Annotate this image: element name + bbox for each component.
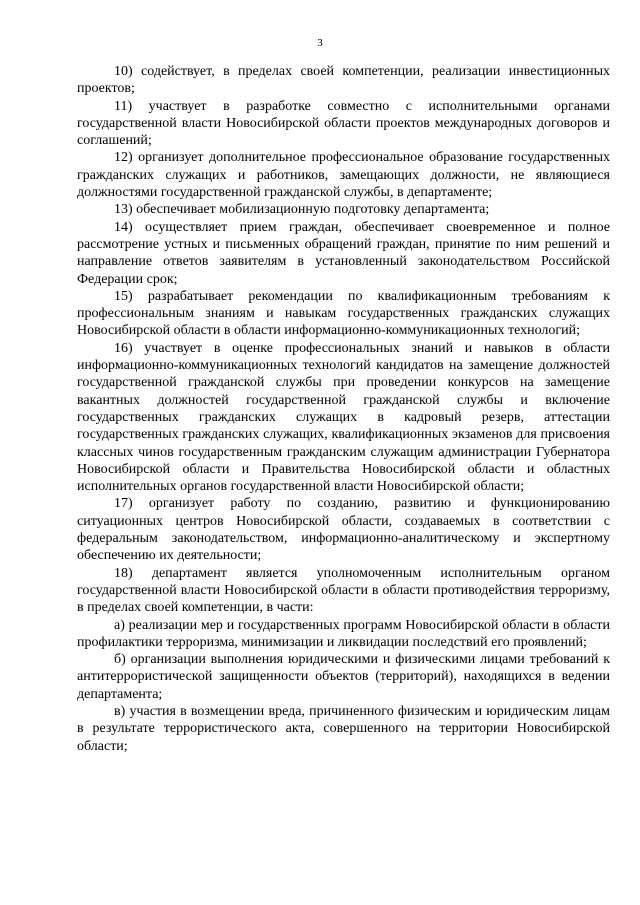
paragraph-item-15: 15) разрабатывает рекомендации по квалификационным требованиям к профессиональным знаниям и навыкам государственных гражданских служащих Новосибирской области в области информационно-коммуникационных технологий; — [77, 288, 610, 339]
paragraph-item-10: 10) содействует, в пределах своей компетенции, реализации инвестиционных проектов; — [77, 64, 610, 97]
paragraph-subitem-a: а) реализации мер и государственных программ Новосибирской области в области профилактики терроризма, минимизации и ликвидации последствий его проявлений; — [77, 617, 610, 650]
paragraph-item-12: 12) организует дополнительное профессиональное образование государственных гражданских служащих и работников, замещающих должности, не являющиеся должностями государственной гражданской службы, в департаменте; — [77, 150, 610, 201]
paragraph-item-18: 18) департамент является уполномоченным исполнительным органом государственной власти Новосибирской области в области противодействия терроризму, в пределах своей компетенции, в части: — [77, 565, 610, 616]
paragraph-item-14: 14) осуществляет прием граждан, обеспечивает своевременное и полное рассмотрение устных и письменных обращений граждан, принятие по ним решений и направление ответов заявителям в установленный законодательством Российской Федерации срок; — [77, 219, 610, 287]
paragraph-item-13: 13) обеспечивает мобилизационную подготовку департамента; — [114, 202, 490, 218]
paragraph-item-16: 16) участвует в оценке профессиональных знаний и навыков в области информационно-коммуникационных технологий кандидатов на замещение должностей государственной гражданской службы при проведении конкурсов на замещение вакантных должностей государственной гражданской службы и включение государственных гражданских служащих в кадровый резерв, аттестации государственных гражданских служащих, квалификационных экзаменов для присвоения классных чинов государственным гражданским служащим администрации Губернатора Новосибирской области и Правительства Новосибирской области и областных исполнительных органов государственной власти Новосибирской области; — [77, 340, 610, 495]
paragraph-item-17: 17) организует работу по созданию, развитию и функционированию ситуационных центров Новосибирской области, создаваемых в соответствии с федеральным законодательством, информационно-аналитическому и экспертному обеспечению их деятельности; — [77, 496, 610, 564]
paragraph-subitem-b: б) организации выполнения юридическими и физическими лицами требований к антитеррористической защищенности объектов (территорий), находящихся в ведении департамента; — [77, 652, 610, 702]
paragraph-subitem-v: в) участия в возмещении вреда, причиненного физическим и юридическим лицам в результате террористического акта, совершенного на территории Новосибирской области; — [77, 703, 610, 754]
page-number: 3 — [317, 37, 323, 49]
document-body — [77, 63, 610, 755]
paragraph-item-11: 11) участвует в разработке совместно с исполнительными органами государственной власти Новосибирской области проектов международных договоров и соглашений; — [77, 98, 610, 149]
